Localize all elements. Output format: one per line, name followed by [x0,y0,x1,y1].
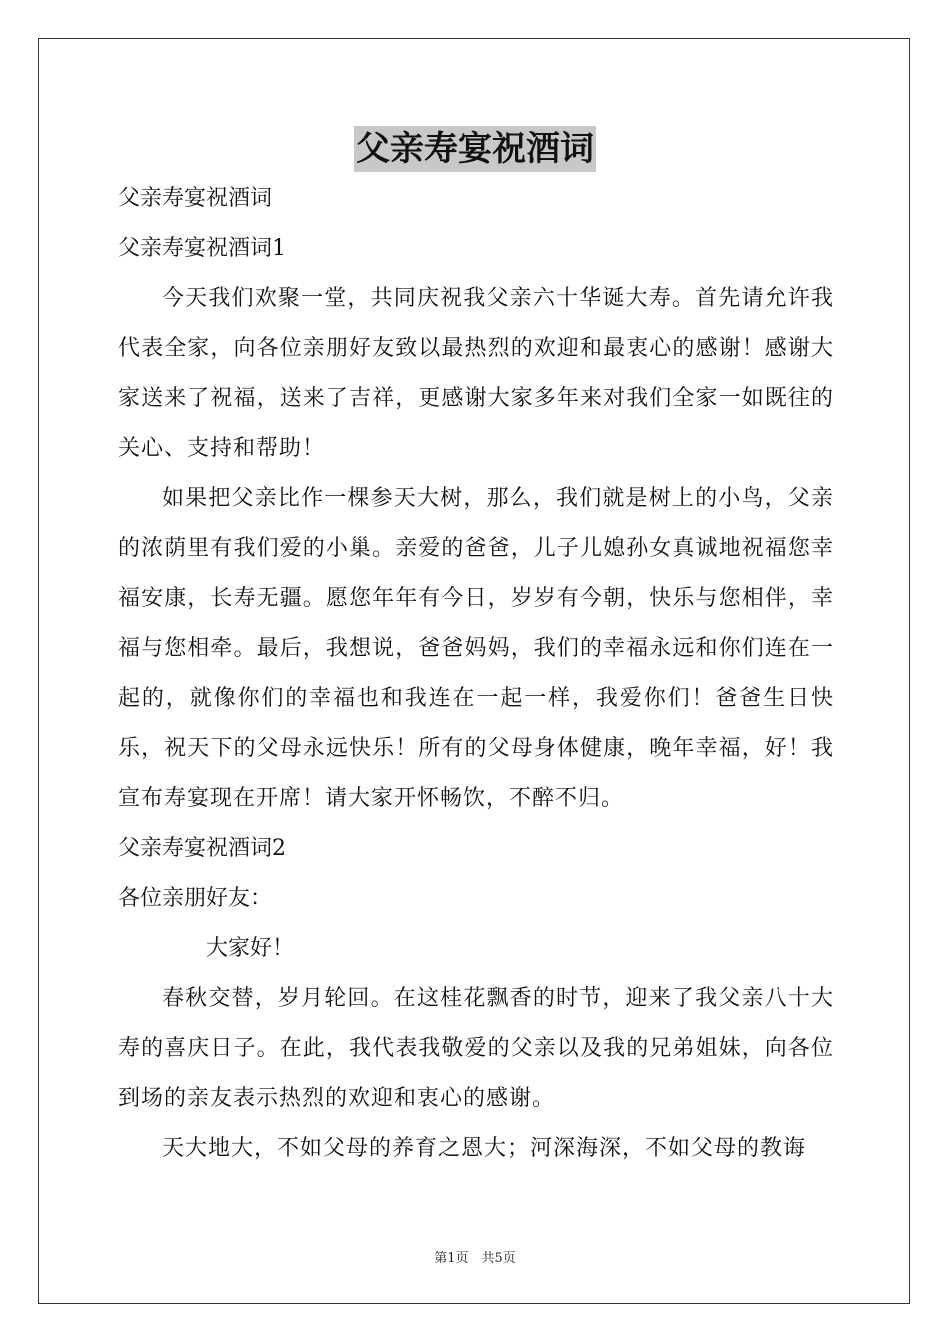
section-2-greeting: 大家好！ [206,936,295,961]
page-number: 第1页 共5页 [434,1251,516,1266]
page-footer [0,1247,950,1266]
document-subtitle: 父亲寿宴祝酒词 [118,186,273,211]
document-title: 父亲寿宴祝酒词 [354,126,596,172]
document-body [118,174,834,1174]
section-2-heading: 父亲寿宴祝酒词2 [118,836,286,861]
section-1-heading: 父亲寿宴祝酒词1 [118,236,286,261]
section-2-paragraph: 春秋交替，岁月轮回。在这桂花飘香的时节，迎来了我父亲八十大寿的喜庆日子。在此，我代表我敬爱的父亲以及我的兄弟姐妹，向各位到场的亲友表示热烈的欢迎和衷心的感谢。 [118,986,834,1111]
section-2-salutation: 各位亲朋好友： [118,886,273,911]
section-2-paragraph: 天大地大，不如父母的养育之恩大；河深海深，不如父母的教诲 [162,1136,807,1161]
title-container [0,126,950,172]
section-1-paragraph: 如果把父亲比作一棵参天大树，那么，我们就是树上的小鸟，父亲的浓荫里有我们爱的小巢。亲爱的爸爸，儿子儿媳孙女真诚地祝福您幸福安康，长寿无疆。愿您年年有今日，岁岁有今朝，快乐与您相伴，幸福与您相牵。最后，我想说，爸爸妈妈，我们的幸福永远和你们连在一起的，就像你们的幸福也和我连在一起一样，我爱你们！爸爸生日快乐，祝天下的父母永远快乐！所有的父母身体健康，晚年幸福，好！我宣布寿宴现在开席！请大家开怀畅饮，不醉不归。 [118,486,834,811]
section-1-paragraph: 今天我们欢聚一堂，共同庆祝我父亲六十华诞大寿。首先请允许我代表全家，向各位亲朋好友致以最热烈的欢迎和最衷心的感谢！感谢大家送来了祝福，送来了吉祥，更感谢大家多年来对我们全家一如既往的关心、支持和帮助！ [118,286,834,461]
